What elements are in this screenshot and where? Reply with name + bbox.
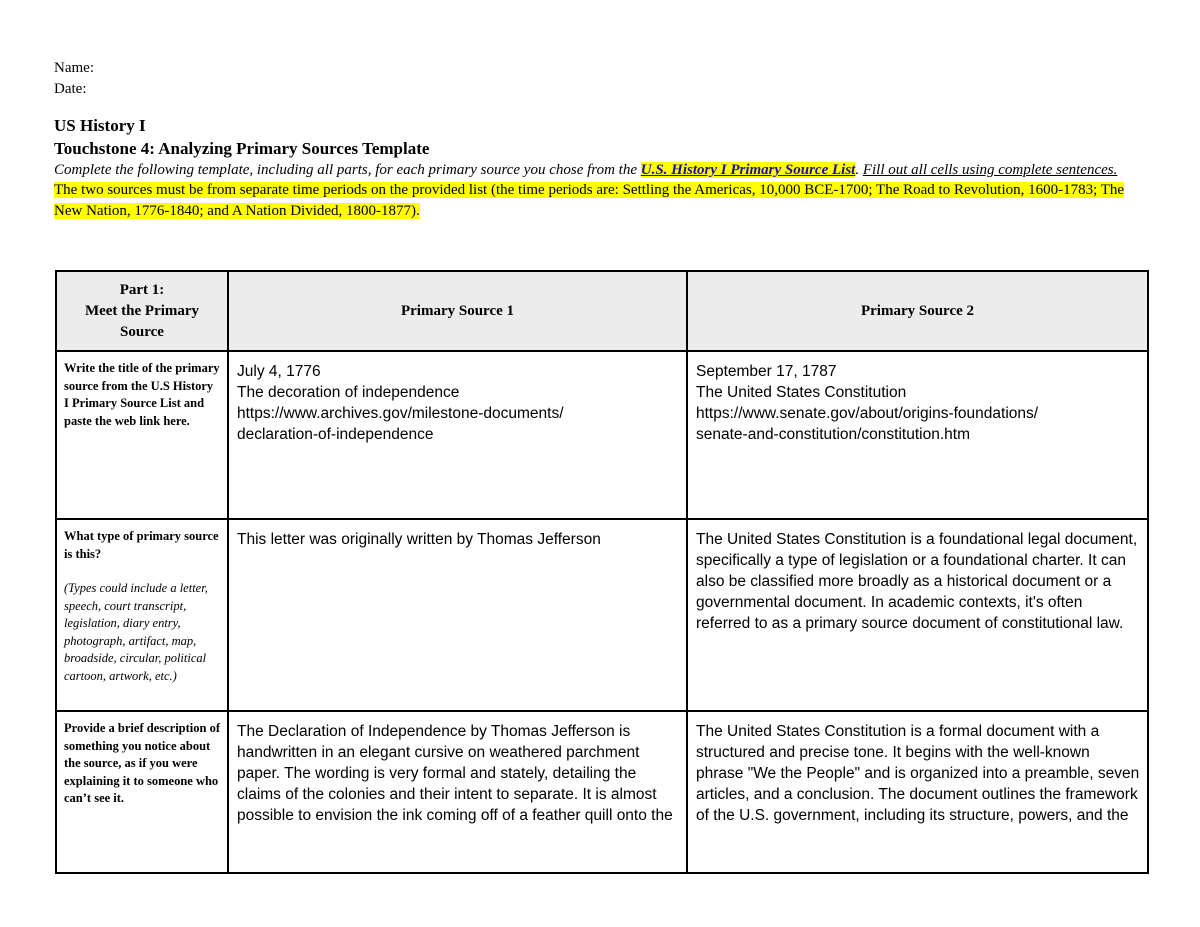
table-row	[56, 351, 1148, 519]
row-label: Provide a brief description of something you notice about the source, as if you were explaining it to someone who can’t see it.	[64, 721, 220, 805]
primary-source-list-link[interactable]: U.S. History I Primary Source List	[640, 162, 856, 178]
source2-cell[interactable]	[687, 519, 1148, 711]
instructions-period: .	[855, 162, 863, 178]
source1-type-text[interactable]: This letter was originally written by Thomas Jefferson	[237, 531, 601, 548]
row-label: Write the title of the primary source from the U.S History I Primary Source List and paste the web link here.	[64, 361, 220, 428]
time-periods-note	[54, 180, 1154, 222]
row-label-cell	[56, 519, 228, 711]
row-label-cell	[56, 351, 228, 519]
document-header	[54, 58, 1154, 222]
document-title: Touchstone 4: Analyzing Primary Sources Template	[54, 139, 430, 158]
analysis-table	[55, 270, 1149, 874]
instructions-text: Complete the following template, including all parts, for each primary source you chose from the	[54, 162, 641, 178]
row-label-question: What type of primary source is this?	[64, 529, 219, 561]
part1-header-label: Part 1: Meet the Primary Source	[84, 281, 200, 340]
source2-cell[interactable]	[687, 351, 1148, 519]
row-label-cell	[56, 711, 228, 873]
date-label: Date:	[54, 81, 87, 97]
row-label	[57, 520, 227, 691]
source1-cell[interactable]	[228, 351, 687, 519]
source2-description-text[interactable]: The United States Constitution is a formal document with a structured and precise tone. It begins with the well-known phrase "We the People" and is organized into a preamble, seven articles, and a conclusion. The document outlines the framework of the U.S. government, including its structure, powers, and the	[696, 723, 1140, 824]
instructions	[54, 160, 1154, 180]
source2-type-text[interactable]: The United States Constitution is a foundational legal document, specifically a type of legislation or a foundational charter. It can also be classified more broadly as a historical document or a governmental document. In academic contexts, it's often referred to as a primary source document of constitutional law.	[696, 531, 1138, 632]
table-row	[56, 519, 1148, 711]
course-title: US History I	[54, 116, 146, 135]
source1-header: Primary Source 1	[228, 271, 687, 351]
name-label: Name:	[54, 60, 94, 76]
source2-cell[interactable]	[687, 711, 1148, 873]
table-row	[56, 711, 1148, 873]
row-label-hint: (Types could include a letter, speech, court transcript, legislation, diary entry, photograph, artifact, map, broadside, circular, political cartoon, artwork, etc.)	[64, 581, 208, 683]
part1-header	[56, 271, 228, 351]
source1-description-text[interactable]: The Declaration of Independence by Thomas Jefferson is handwritten in an elegant cursive on weathered parchment paper. The wording is very formal and stately, detailing the claims of the colonies and their intent to separate. It is almost possible to envision the ink coming off of a feather quill onto the	[237, 723, 673, 824]
time-periods-highlight: The two sources must be from separate time periods on the provided list (the time periods are: Settling the Americas, 10,000 BCE-1700; The Road to Revolution, 1600-1783; The New Nation, 1776-1840; and A Nation Divided, 1800-1877).	[54, 182, 1125, 219]
table-header-row	[56, 271, 1148, 351]
source2-header: Primary Source 2	[687, 271, 1148, 351]
source1-cell[interactable]	[228, 711, 687, 873]
source1-title-link-text[interactable]: July 4, 1776 The decoration of independence https://www.archives.gov/milestone-documents/ declaration-of-independence	[237, 363, 564, 443]
source2-title-link-text[interactable]: September 17, 1787 The United States Constitution https://www.senate.gov/about/origins-foundations/ senate-and-constitution/constitution.htm	[696, 363, 1039, 443]
source1-cell[interactable]	[228, 519, 687, 711]
instructions-complete-sentences: Fill out all cells using complete sentences.	[862, 162, 1118, 178]
